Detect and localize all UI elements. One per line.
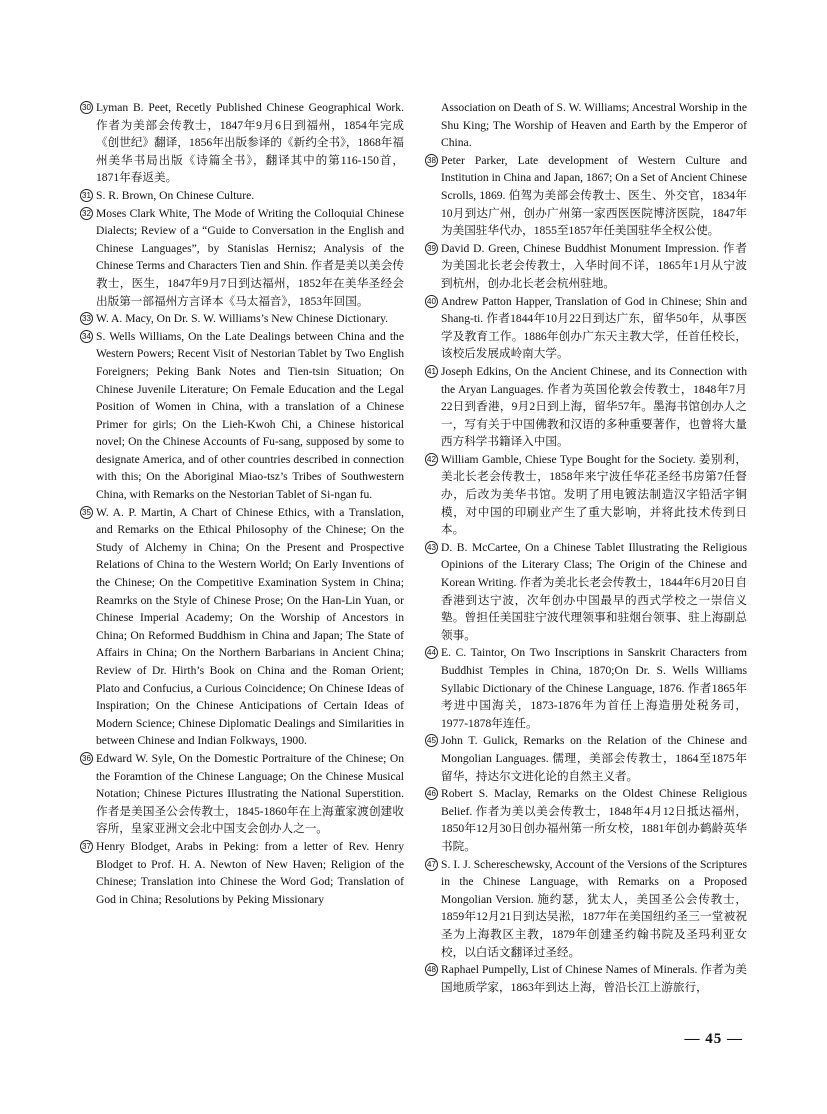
entry-text: D. B. McCartee, On a Chinese Tablet Illustrating the Religious Opinions of the Literary Class; The Origin of the Chinese and Korean Writing. 作者为美北长老会传教士，1844年6月20日自香港到达宁波，次年创办中国最早的西式学校之一崇信义塾。曾担任美国驻宁波代理领事和驻烟台领事、驻上海副总领事。 [441, 540, 747, 642]
reference-entry [80, 750, 404, 838]
entry-text: Robert S. Maclay, Remarks on the Oldest Chinese Religious Belief. 作者为美以美会传教士，1848年4月12日抵达福州，1850年12月30日创办福州第一所女校，1881年创办鹤龄英华书院。 [441, 787, 747, 853]
entry-number: 37 [80, 840, 93, 853]
entry-number: 34 [80, 330, 93, 343]
entry-number: 38 [425, 154, 438, 167]
reference-entry [80, 504, 404, 750]
entry-number: 39 [425, 242, 438, 255]
reference-entry [425, 785, 747, 855]
reference-entry [425, 451, 747, 539]
entry-text: Lyman B. Peet, Recetly Published Chinese Geographical Work. 作者为美部会传教士，1847年9月6日到福州，1854年完成《创世纪》翻译，1856年出版参译的《新约全书》，1868年福州美华书局出版《诗篇全书》，翻译其中的第116-150首，1871年春返美。 [96, 101, 404, 185]
entry-text: John T. Gulick, Remarks on the Relation of the Chinese and Mongolian Languages. 儒理，美部会传教士，1864至1875年留华，持达尔文进化论的自然主义者。 [441, 734, 747, 783]
entry-text: Moses Clark White, The Mode of Writing the Colloquial Chinese Dialects; Review of a “Guide to Conversation in the English and Chinese Languages”, by Stanislas Hernisz; Analysis of the Chinese Terms and Characters Tien and Shin. 作者是美以美会传教士，医生，1847年9月7日到达福州，1852年在美华圣经会出版第一部福州方言译本《马太福音》，1853年回国。 [96, 206, 404, 308]
entry-text: Peter Parker, Late development of Western Culture and Institution in China and Japan, 1867; On a Set of Ancient Chinese Scrolls, 1869. 伯驾为美部会传教士、医生、外交官，1834年10月到达广州，创办广州第一家西医医院博济医院，1847年为美国驻华代办，1855至1857年任美国驻华全权公使。 [441, 153, 747, 238]
reference-entry [80, 99, 404, 187]
reference-entry [80, 310, 404, 328]
entry-number: 30 [80, 101, 93, 114]
entry-text: W. A. Macy, On Dr. S. W. Williams’s New Chinese Dictionary. [96, 312, 389, 326]
entry-number: 36 [80, 752, 93, 765]
entry-number: 46 [425, 787, 438, 800]
entry-text: E. C. Taintor, On Two Inscriptions in Sanskrit Characters from Buddhist Temples in China, 1870;On Dr. S. Wells Williams Syllabic Dictionary of the Chinese Language, 1876. 作者1865年考进中国海关，1873-1876年为首任上海造册处税务司，1977-1878年连任。 [441, 646, 747, 730]
entry-number: 32 [80, 207, 93, 220]
entry-text: W. A. P. Martin, A Chart of Chinese Ethics, with a Translation, and Remarks on the Ethical Philosophy of the Chinese; On the Study of Alchemy in China; On the Present and Prospective Relations of China to the Western World; On Early Inventions of the Chinese; On the Competitive Examination System in China; Reamrks on the Style of Chinese Prose; On the Han-Lin Yuan, or Chinese Imperial Academy; On the Worship of Ancestors in China; On Reformed Buddhism in China and Japan; The State of Affairs in China; On the Northern Barbarians in Ancient China; Review of Dr. Hirth’s Book on China and the Roman Orient; Plato and Confucius, a Curious Coincidence; On Chinese Ideas of Inspiration; On the Chinese Anticipations of Certain Ideas of Modern Science; Chinese Diplomatic Dealings and Similarities in between Chinese and Indian Folkways, 1900. [96, 505, 404, 748]
reference-entry [80, 205, 404, 311]
entry-number: 41 [425, 365, 438, 378]
entry-number: 31 [80, 189, 93, 202]
reference-entry [425, 363, 747, 451]
entry-number: 33 [80, 312, 93, 325]
entry-text: S. Wells Williams, On the Late Dealings between China and the Western Powers; Recent Visit of Nestorian Tablet by Two English Foreigners; Peking Bank Notes and Tien-tsin Situation; On Chinese Juvenile Literature; On Female Education and the Legal Position of Women in China, with a translation of a Chinese Primer for girls; On the Lieh-Kwoh Chi, a Chinese historical novel; On the Chinese Accounts of Fu-sang, supposed by some to designate America, and of other countries described in connection with this; On the Aboriginal Miao-tsz’s Tribes of Southwestern China, with Remarks on the Nestorian Tablet of Si-ngan fu. [96, 329, 404, 502]
left-column [80, 99, 404, 908]
reference-entry [425, 732, 747, 785]
reference-entry [80, 187, 404, 205]
entry-number: 44 [425, 646, 438, 659]
reference-entry [425, 293, 747, 363]
entry-number: 45 [425, 734, 438, 747]
entry-text: Joseph Edkins, On the Ancient Chinese, and its Connection with the Aryan Languages. 作者为英国伦敦会传教士，1848年7月22日到香港，9月2日到上海，留华57年。墨海书馆创办人之一，写有关于中国佛教和汉语的多种重要著作，也曾将大量西方科学书籍译入中国。 [441, 364, 747, 449]
entry-text: David D. Green, Chinese Buddhist Monument Impression. 作者为美国北长老会传教士，入华时间不详，1865年1月从宁波到杭州，创办北长老会杭州驻地。 [441, 241, 747, 290]
reference-entry [425, 644, 747, 732]
entry-number: 40 [425, 295, 438, 308]
reference-entry [425, 539, 747, 645]
entry-text: Edward W. Syle, On the Domestic Portraiture of the Chinese; On the Foramtion of the Chinese Language; On the Chinese Musical Notation; Chinese Pictures Illustrating the National Superstition. 作者是美国圣公会传教士，1845-1860年在上海董家渡创建收容所，皇家亚洲文会北中国支会创办人之一。 [96, 751, 404, 836]
reference-entry [425, 961, 747, 996]
entry-number: 35 [80, 506, 93, 519]
entry-text: Raphael Pumpelly, List of Chinese Names of Minerals. 作者为美国地质学家，1863年到达上海，曾沿长江上游旅行， [441, 963, 747, 994]
entry-text: Association on Death of S. W. Williams; Ancestral Worship in the Shu King; The Worship of Heaven and Earth by the Emperor of China. [441, 101, 747, 150]
reference-entry [425, 152, 747, 240]
entry-number: 47 [425, 858, 438, 871]
right-column [425, 99, 747, 996]
page-number: — 45 — [684, 1031, 743, 1047]
entry-number: 42 [425, 453, 438, 466]
entry-number: 43 [425, 541, 438, 554]
reference-entry [425, 856, 747, 962]
reference-entry [425, 240, 747, 293]
entry-text: Henry Blodget, Arabs in Peking: from a letter of Rev. Henry Blodget to Prof. H. A. Newton of New Haven; Religion of the Chinese; Translation into Chinese the Word God; Translation of God in China; Resolutions by Peking Missionary [96, 839, 404, 906]
reference-entry [80, 838, 404, 908]
entry-text: Andrew Patton Happer, Translation of God in Chinese; Shin and Shang-ti. 作者1844年10月22日到达广东，留华50年，从事医学及教育工作。1886年创办广东天主教大学，任首任校长，该校后发展成岭南大学。 [441, 294, 747, 361]
reference-entry [80, 328, 404, 504]
entry-text: S. R. Brown, On Chinese Culture. [96, 188, 255, 202]
reference-entry [425, 99, 747, 152]
entry-text: S. I. J. Schereschewsky, Account of the Versions of the Scriptures in the Chinese Language, with Remarks on a Proposed Mongolian Version. 施约瑟，犹太人，美国圣公会传教士，1859年12月21日到达吴淞，1877年在美国纽约圣三一堂被祝圣为上海教区主教，1879年创建圣约翰书院及圣玛利亚女校，以白话文翻译过圣经。 [441, 857, 747, 959]
entry-text: William Gamble, Chiese Type Bought for the Society. 姜别利，美北长老会传教士，1858年来宁波任华花圣经书房第7任督办，后改为美华书馆。发明了用电镀法制造汉字铅活字铜模，对中国的印刷业产生了重大影响，并将此技术传到日本。 [441, 452, 747, 537]
entry-number: 48 [425, 963, 438, 976]
